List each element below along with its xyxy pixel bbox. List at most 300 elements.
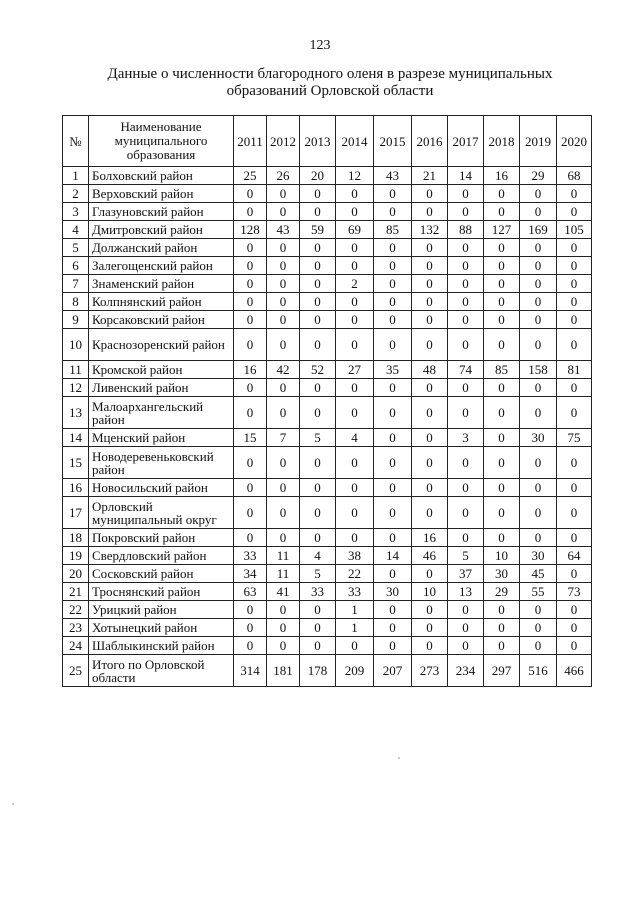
population-count: 0: [448, 637, 484, 655]
population-count: 4: [300, 547, 336, 565]
row-number: 7: [63, 275, 89, 293]
table-row: [63, 293, 592, 311]
population-count: 516: [520, 655, 557, 687]
population-count: 0: [448, 397, 484, 429]
population-count: 0: [484, 479, 520, 497]
population-count: 0: [234, 601, 267, 619]
row-number: 1: [63, 167, 89, 185]
population-count: 34: [234, 565, 267, 583]
population-count: 158: [520, 361, 557, 379]
population-count: 64: [557, 547, 592, 565]
population-count: 0: [234, 257, 267, 275]
population-count: 0: [234, 239, 267, 257]
population-count: 0: [267, 275, 300, 293]
population-count: 181: [267, 655, 300, 687]
population-count: 0: [300, 257, 336, 275]
population-count: 33: [234, 547, 267, 565]
population-count: 0: [520, 619, 557, 637]
document-title: [80, 66, 580, 100]
population-count: 0: [520, 397, 557, 429]
population-count: 75: [557, 429, 592, 447]
population-count: 0: [234, 497, 267, 529]
population-count: 0: [484, 637, 520, 655]
population-count: 0: [557, 239, 592, 257]
population-count: 5: [300, 565, 336, 583]
population-count: 0: [484, 379, 520, 397]
row-number: 10: [63, 329, 89, 361]
population-count: 0: [412, 379, 448, 397]
population-count: 0: [520, 185, 557, 203]
table-row: [63, 361, 592, 379]
population-count: 33: [300, 583, 336, 601]
population-count: 88: [448, 221, 484, 239]
row-number: 9: [63, 311, 89, 329]
population-count: 7: [267, 429, 300, 447]
row-number: 14: [63, 429, 89, 447]
population-count: 26: [267, 167, 300, 185]
population-count: 30: [374, 583, 412, 601]
population-count: 0: [336, 311, 374, 329]
population-count: 0: [484, 429, 520, 447]
population-count: 0: [412, 293, 448, 311]
population-count: 0: [484, 601, 520, 619]
population-count: 0: [520, 203, 557, 221]
population-count: 0: [336, 497, 374, 529]
municipality-name: Колпнянский район: [89, 293, 234, 311]
population-count: 0: [336, 257, 374, 275]
municipality-name: Сосковский район: [89, 565, 234, 583]
population-count: 0: [336, 379, 374, 397]
population-count: 0: [336, 239, 374, 257]
population-count: 0: [267, 311, 300, 329]
population-count: 0: [520, 479, 557, 497]
population-count: 73: [557, 583, 592, 601]
population-count: 0: [234, 275, 267, 293]
population-count: 74: [448, 361, 484, 379]
population-count: 81: [557, 361, 592, 379]
population-count: 0: [300, 637, 336, 655]
municipality-name: Мценский район: [89, 429, 234, 447]
row-number: 18: [63, 529, 89, 547]
population-count: 0: [557, 479, 592, 497]
table-row: [63, 239, 592, 257]
population-count: 0: [336, 397, 374, 429]
population-count: 0: [374, 239, 412, 257]
municipality-name: Должанский район: [89, 239, 234, 257]
population-count: 0: [412, 329, 448, 361]
municipality-name: Новодеревеньковский район: [89, 447, 234, 479]
population-count: 0: [374, 565, 412, 583]
population-count: 0: [300, 203, 336, 221]
population-count: 0: [267, 479, 300, 497]
table-row: [63, 429, 592, 447]
population-count: 0: [267, 239, 300, 257]
population-count: 0: [448, 601, 484, 619]
population-count: 207: [374, 655, 412, 687]
municipality-name: Кромской район: [89, 361, 234, 379]
population-count: 0: [448, 203, 484, 221]
population-count: 0: [520, 497, 557, 529]
population-count: 0: [234, 329, 267, 361]
population-count: 0: [267, 379, 300, 397]
table-row: [63, 379, 592, 397]
population-count: 0: [484, 619, 520, 637]
title-line-2: образований Орловской области: [226, 83, 434, 99]
population-count: 0: [557, 185, 592, 203]
population-count: 0: [336, 447, 374, 479]
population-count: 85: [374, 221, 412, 239]
population-count: 0: [300, 293, 336, 311]
population-count: 13: [448, 583, 484, 601]
population-count: 169: [520, 221, 557, 239]
population-count: 0: [374, 529, 412, 547]
population-count: 0: [267, 329, 300, 361]
table-row: [63, 275, 592, 293]
population-count: 0: [557, 619, 592, 637]
population-count: 0: [520, 257, 557, 275]
population-count: 0: [300, 447, 336, 479]
population-count: 0: [448, 447, 484, 479]
table-row: [63, 547, 592, 565]
population-count: 0: [412, 637, 448, 655]
header-year: 2019: [520, 116, 557, 167]
table-row: [63, 529, 592, 547]
population-count: 5: [300, 429, 336, 447]
header-year: 2018: [484, 116, 520, 167]
population-count: 3: [448, 429, 484, 447]
population-count: 0: [520, 275, 557, 293]
population-count: 0: [300, 497, 336, 529]
row-number: 19: [63, 547, 89, 565]
population-count: 0: [412, 565, 448, 583]
population-count: 0: [484, 529, 520, 547]
row-number: 11: [63, 361, 89, 379]
population-count: 16: [484, 167, 520, 185]
population-count: 0: [234, 293, 267, 311]
row-number: 12: [63, 379, 89, 397]
population-count: 0: [557, 257, 592, 275]
population-count: 43: [267, 221, 300, 239]
population-count: 0: [448, 239, 484, 257]
population-count: 0: [374, 479, 412, 497]
population-count: 0: [300, 397, 336, 429]
population-count: 0: [412, 203, 448, 221]
population-count: 0: [557, 601, 592, 619]
population-count: 0: [412, 397, 448, 429]
population-count: 0: [520, 311, 557, 329]
population-count: 30: [484, 565, 520, 583]
population-count: 63: [234, 583, 267, 601]
header-year: 2014: [336, 116, 374, 167]
population-count: 0: [448, 379, 484, 397]
population-count: 0: [234, 529, 267, 547]
municipality-name: Глазуновский район: [89, 203, 234, 221]
population-count: 0: [557, 379, 592, 397]
header-year: 2017: [448, 116, 484, 167]
population-count: 0: [267, 185, 300, 203]
population-count: 1: [336, 601, 374, 619]
population-count: 209: [336, 655, 374, 687]
population-count: 14: [448, 167, 484, 185]
population-count: 0: [234, 397, 267, 429]
population-count: 0: [448, 257, 484, 275]
municipality-name: Ливенский район: [89, 379, 234, 397]
population-count: 0: [336, 637, 374, 655]
population-count: 0: [234, 203, 267, 221]
table-row: [63, 619, 592, 637]
population-count: 0: [484, 257, 520, 275]
table-row: [63, 221, 592, 239]
population-count: 0: [234, 311, 267, 329]
population-count: 16: [412, 529, 448, 547]
population-count: 0: [267, 447, 300, 479]
row-number: 24: [63, 637, 89, 655]
municipality-name: Покровский район: [89, 529, 234, 547]
page-number: 123: [309, 38, 331, 53]
population-count: 25: [234, 167, 267, 185]
municipality-name: Болховский район: [89, 167, 234, 185]
population-count: 2: [336, 275, 374, 293]
population-count: 0: [520, 239, 557, 257]
row-number: 16: [63, 479, 89, 497]
table-row: [63, 203, 592, 221]
population-count: 0: [374, 601, 412, 619]
population-count: 0: [374, 447, 412, 479]
population-count: 0: [336, 203, 374, 221]
population-count: 0: [374, 329, 412, 361]
header-year: 2013: [300, 116, 336, 167]
header-year: 2012: [267, 116, 300, 167]
table-row: [63, 583, 592, 601]
municipality-name: Краснозоренский район: [89, 329, 234, 361]
population-count: 45: [520, 565, 557, 583]
row-number: 6: [63, 257, 89, 275]
population-count: 0: [267, 257, 300, 275]
population-count: 16: [234, 361, 267, 379]
row-number: 8: [63, 293, 89, 311]
population-count: 0: [557, 565, 592, 583]
population-count: 0: [557, 311, 592, 329]
row-number: 25: [63, 655, 89, 687]
population-count: 1: [336, 619, 374, 637]
population-count: 0: [267, 619, 300, 637]
population-count: 0: [412, 257, 448, 275]
table-row: [63, 601, 592, 619]
population-count: 0: [448, 529, 484, 547]
population-count: 0: [300, 275, 336, 293]
population-count: 0: [448, 311, 484, 329]
population-count: 0: [484, 497, 520, 529]
population-count: 12: [336, 167, 374, 185]
population-count: 0: [374, 293, 412, 311]
table-row: [63, 397, 592, 429]
population-count: 132: [412, 221, 448, 239]
population-count: 0: [336, 293, 374, 311]
population-count: 52: [300, 361, 336, 379]
table-row: [63, 479, 592, 497]
population-count: 0: [336, 185, 374, 203]
population-count: 0: [412, 619, 448, 637]
population-count: 43: [374, 167, 412, 185]
population-count: 0: [267, 637, 300, 655]
population-count: 38: [336, 547, 374, 565]
population-count: 0: [267, 529, 300, 547]
population-count: 0: [448, 479, 484, 497]
population-count: 127: [484, 221, 520, 239]
population-count: 0: [374, 397, 412, 429]
population-count: 0: [267, 203, 300, 221]
deer-population-table: [62, 115, 592, 687]
population-count: 30: [520, 429, 557, 447]
municipality-name: Малоархангельский район: [89, 397, 234, 429]
population-count: 0: [374, 429, 412, 447]
population-count: 0: [336, 479, 374, 497]
population-count: 0: [300, 329, 336, 361]
population-count: 234: [448, 655, 484, 687]
population-count: 27: [336, 361, 374, 379]
row-number: 2: [63, 185, 89, 203]
population-count: 0: [557, 447, 592, 479]
population-count: 0: [267, 397, 300, 429]
population-count: 0: [374, 497, 412, 529]
table-row: [63, 257, 592, 275]
population-count: 33: [336, 583, 374, 601]
population-count: 35: [374, 361, 412, 379]
population-count: 0: [448, 185, 484, 203]
population-count: 273: [412, 655, 448, 687]
population-count: 0: [448, 293, 484, 311]
population-count: 0: [300, 239, 336, 257]
population-count: 0: [234, 447, 267, 479]
header-year: 2016: [412, 116, 448, 167]
population-count: 0: [557, 203, 592, 221]
population-count: 0: [557, 275, 592, 293]
population-count: 0: [300, 529, 336, 547]
population-count: 0: [412, 239, 448, 257]
population-count: 0: [374, 637, 412, 655]
population-count: 0: [412, 497, 448, 529]
population-count: 48: [412, 361, 448, 379]
table-row: [63, 637, 592, 655]
population-count: 10: [484, 547, 520, 565]
municipality-name: Знаменский район: [89, 275, 234, 293]
population-count: 15: [234, 429, 267, 447]
row-number: 22: [63, 601, 89, 619]
population-count: 0: [484, 329, 520, 361]
population-count: 105: [557, 221, 592, 239]
population-count: 0: [557, 397, 592, 429]
population-count: 5: [448, 547, 484, 565]
population-count: 37: [448, 565, 484, 583]
population-count: 0: [300, 379, 336, 397]
population-count: 21: [412, 167, 448, 185]
population-count: 0: [374, 311, 412, 329]
population-count: 0: [484, 447, 520, 479]
population-count: 0: [234, 637, 267, 655]
population-count: 22: [336, 565, 374, 583]
population-count: 0: [484, 311, 520, 329]
population-count: 0: [484, 397, 520, 429]
population-count: 41: [267, 583, 300, 601]
row-number: 23: [63, 619, 89, 637]
population-count: 20: [300, 167, 336, 185]
population-count: 0: [374, 619, 412, 637]
population-count: 128: [234, 221, 267, 239]
population-count: 0: [336, 329, 374, 361]
municipality-name: Итого по Орловской области: [89, 655, 234, 687]
population-count: 68: [557, 167, 592, 185]
municipality-name: Троснянский район: [89, 583, 234, 601]
table-row: [63, 329, 592, 361]
population-count: 55: [520, 583, 557, 601]
population-count: 0: [412, 601, 448, 619]
population-count: 46: [412, 547, 448, 565]
population-count: 0: [336, 529, 374, 547]
municipality-name: Корсаковский район: [89, 311, 234, 329]
row-number: 17: [63, 497, 89, 529]
row-number: 20: [63, 565, 89, 583]
table-row: [63, 497, 592, 529]
header-name: Наименование муниципального образования: [89, 116, 234, 167]
population-count: 4: [336, 429, 374, 447]
population-count: 0: [374, 203, 412, 221]
population-count: 85: [484, 361, 520, 379]
municipality-name: Верховский район: [89, 185, 234, 203]
population-count: 0: [484, 185, 520, 203]
municipality-name: Шаблыкинский район: [89, 637, 234, 655]
population-count: 29: [520, 167, 557, 185]
population-count: 0: [374, 379, 412, 397]
header-year: 2011: [234, 116, 267, 167]
population-count: 11: [267, 565, 300, 583]
population-count: 0: [520, 601, 557, 619]
population-count: 0: [412, 311, 448, 329]
population-count: 42: [267, 361, 300, 379]
population-count: 0: [484, 203, 520, 221]
population-count: 0: [520, 293, 557, 311]
population-count: 0: [520, 529, 557, 547]
table-row: [63, 167, 592, 185]
population-count: 0: [557, 329, 592, 361]
row-number: 13: [63, 397, 89, 429]
row-number: 5: [63, 239, 89, 257]
population-count: 0: [267, 497, 300, 529]
table-row: [63, 185, 592, 203]
population-count: 11: [267, 547, 300, 565]
population-count: 0: [484, 293, 520, 311]
population-count: 0: [300, 311, 336, 329]
table-row: [63, 447, 592, 479]
population-count: 0: [412, 185, 448, 203]
population-count: 0: [557, 637, 592, 655]
municipality-name: Орловский муниципальный округ: [89, 497, 234, 529]
population-count: 0: [300, 601, 336, 619]
population-count: 466: [557, 655, 592, 687]
population-count: 0: [234, 185, 267, 203]
population-count: 0: [412, 429, 448, 447]
row-number: 3: [63, 203, 89, 221]
population-count: 0: [557, 497, 592, 529]
row-number: 4: [63, 221, 89, 239]
population-count: 0: [300, 619, 336, 637]
population-count: 0: [300, 185, 336, 203]
header-number: №: [63, 116, 89, 167]
population-count: 0: [520, 447, 557, 479]
population-count: 0: [557, 529, 592, 547]
municipality-name: Свердловский район: [89, 547, 234, 565]
population-count: 0: [448, 275, 484, 293]
population-count: 69: [336, 221, 374, 239]
